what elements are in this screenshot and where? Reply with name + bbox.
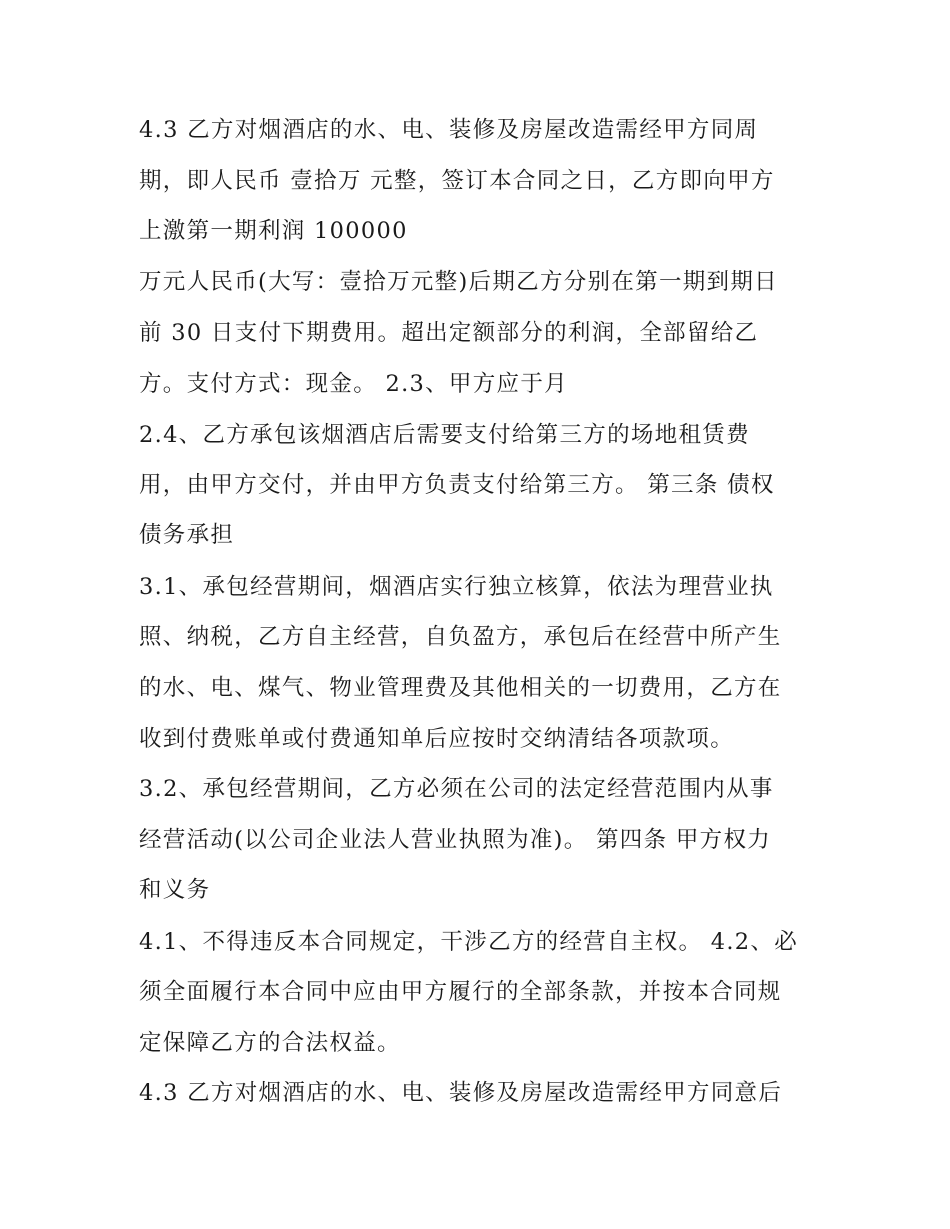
text-line: 收到付费账单或付费通知单后应按时交纳清结各项款项。 [139, 726, 735, 752]
text-line: 4.3 乙方对烟酒店的水、电、装修及房屋改造需经甲方同意后 [139, 1080, 783, 1106]
text-line: 方。支付方式：现金。 2.3、甲方应于月 [139, 371, 568, 397]
text-line: 用，由甲方交付，并由甲方负责支付给第三方。 第三条 债权 [139, 472, 775, 498]
text-line: 万元人民币(大写：壹拾万元整)后期乙方分别在第一期到期日 [139, 269, 778, 295]
text-line: 和义务 [139, 877, 211, 903]
text-line: 上激第一期利润 100000 [139, 218, 408, 244]
text-line: 4.3 乙方对烟酒店的水、电、装修及房屋改造需经甲方同周 [139, 117, 759, 143]
text-line: 债务承担 [139, 522, 235, 548]
text-line: 前 30 日支付下期费用。超出定额部分的利润，全部留给乙 [139, 320, 759, 346]
text-line: 须全面履行本合同中应由甲方履行的全部条款，并按本合同规 [139, 979, 782, 1005]
text-line: 4.1、不得违反本合同规定，干涉乙方的经营自主权。 4.2、必 [139, 929, 799, 955]
text-line: 经营活动(以公司企业法人营业执照为准)。 第四条 甲方权力 [139, 827, 772, 853]
text-line: 的水、电、煤气、物业管理费及其他相关的一切费用，乙方在 [139, 675, 782, 701]
text-line: 3.1、承包经营期间，烟酒店实行独立核算，依法为理营业执 [139, 574, 774, 600]
text-line: 2.4、乙方承包该烟酒店后需要支付给第三方的场地租赁费 [139, 422, 750, 448]
text-line: 照、纳税，乙方自主经营，自负盈方，承包后在经营中所产生 [139, 624, 782, 650]
text-line: 期，即人民币 壹拾万 元整，签订本合同之日，乙方即向甲方 [139, 168, 775, 194]
text-line: 定保障乙方的合法权益。 [139, 1030, 401, 1056]
text-line: 3.2、承包经营期间，乙方必须在公司的法定经营范围内从事 [139, 776, 774, 802]
